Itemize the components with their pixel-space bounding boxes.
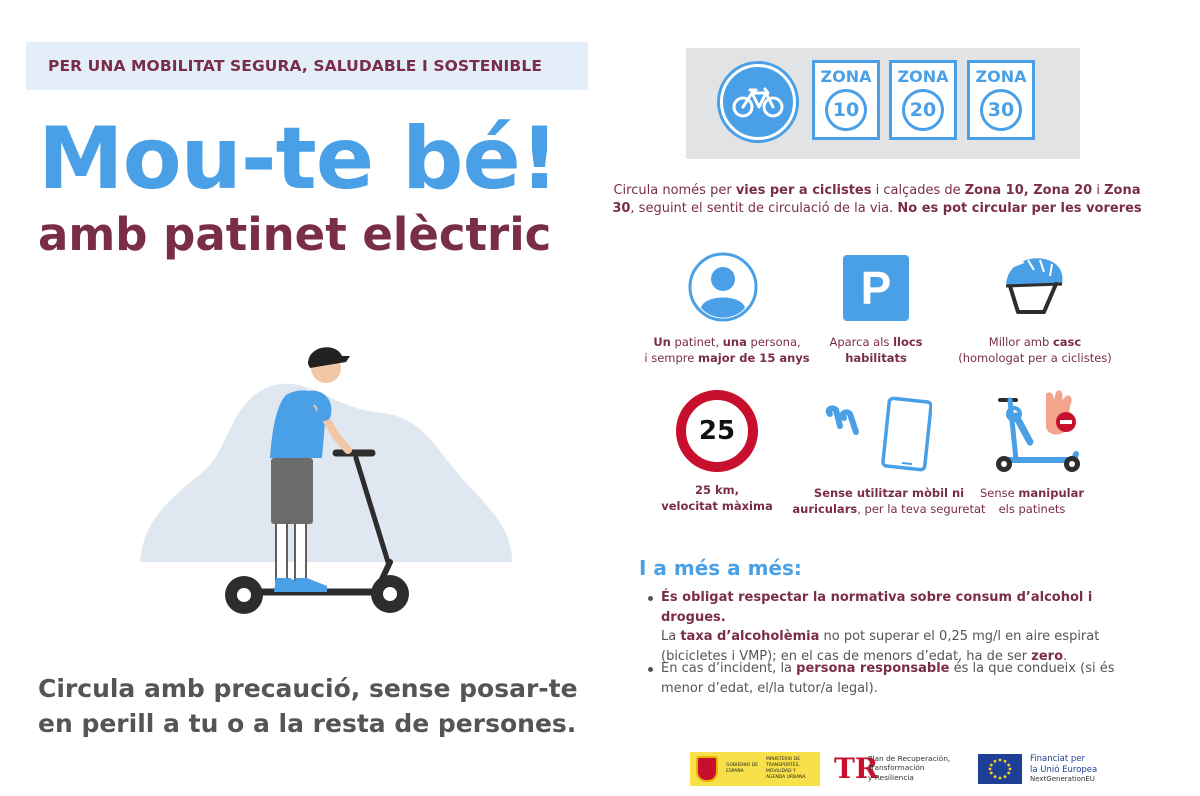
zone-number: 30 <box>980 89 1022 131</box>
gobierno-text: GOBIERNO DE ESPAÑA <box>726 763 759 774</box>
zone-label: ZONA <box>897 67 949 86</box>
bullet-bold: És obligat respectar la normativa sobre consum d’alcohol i drogues. <box>661 590 1093 625</box>
rule-text: i calçades de <box>871 183 965 198</box>
eu-line: la Unió Europea <box>1030 764 1098 775</box>
caption-bold: casc <box>1052 335 1082 349</box>
rule-text: Circula només per <box>613 183 736 198</box>
caption-manipulate <box>932 485 1132 517</box>
page-subtitle: amb patinet elèctric <box>38 208 552 261</box>
prtr-line: y Resiliencia <box>868 772 914 782</box>
caution-message: Circula amb precaució, sense posar-te en perill a tu o a la resta de persones. <box>38 674 578 738</box>
parking-icon <box>843 255 909 321</box>
caption-text: Aparca als <box>829 335 894 349</box>
bullet-text <box>661 659 1148 698</box>
eu-line: NextGenerationEU <box>1030 775 1095 784</box>
bike-lane-sign <box>720 64 796 140</box>
bullet-plain: En cas d’incident, la <box>661 661 797 676</box>
rule-bold: Zona 10, Zona 20 <box>964 183 1093 198</box>
prtr-logo <box>834 750 964 786</box>
tagline-banner <box>26 42 588 90</box>
rule-bold: No es pot circular per les voreres <box>897 201 1142 217</box>
parking-letter: P <box>860 262 892 314</box>
caption-bold: auriculars <box>792 502 858 517</box>
caption-text: persona, <box>746 335 801 349</box>
tr-mark-icon: TR <box>834 751 879 785</box>
eu-logo <box>978 751 1148 787</box>
caption-bold: llocs <box>893 335 923 349</box>
person-icon <box>688 252 758 322</box>
caption-text: Millor amb <box>988 335 1053 349</box>
bullet-plain: La <box>661 629 681 644</box>
caption-text: , per la teva seguretat <box>857 502 986 517</box>
zones-panel <box>686 48 1080 159</box>
speed-limit-sign-icon <box>676 390 758 472</box>
bullet-bold: persona responsable <box>796 661 950 676</box>
speed-limit-number: 25 <box>698 416 736 446</box>
circulation-rule <box>612 182 1142 219</box>
caption-bold: 25 km, <box>694 483 739 497</box>
bullet-text <box>661 588 1148 666</box>
prtr-line: Transformación <box>868 763 925 773</box>
zone-number: 20 <box>902 89 944 131</box>
bullet-icon <box>648 667 653 672</box>
gobierno-espana-logo <box>690 752 820 786</box>
list-item <box>648 659 1148 698</box>
zone-10-sign <box>812 60 880 140</box>
caption-text: els patinets <box>998 502 1066 517</box>
phone-earphones-icon <box>822 396 932 474</box>
ministerio-text: MINISTERIO DE TRANSPORTES, MOVILIDAD Y AGENDA URBANA <box>766 757 806 780</box>
bullet-plain: . <box>1063 648 1068 664</box>
caption-text: Sense <box>979 486 1019 500</box>
caption-text: i sempre <box>644 351 699 366</box>
coat-of-arms-icon <box>696 756 718 782</box>
scooter-rider-illustration <box>140 340 520 630</box>
caption-helmet <box>935 334 1135 366</box>
caption-bold: velocitat màxima <box>661 499 773 514</box>
zone-label: ZONA <box>975 67 1027 86</box>
caption-bold: Un <box>653 335 671 349</box>
rule-text: , seguint el sentit de circulació de la via. <box>630 201 898 217</box>
zone-label: ZONA <box>820 67 872 86</box>
caption-text: (homologat per a ciclistes) <box>958 351 1112 366</box>
bullet-bold: taxa d’alcoholèmia <box>680 629 820 644</box>
caption-bold: Sense utilitzar mòbil ni <box>813 486 965 500</box>
rule-bold: vies per a ciclistes <box>735 183 872 198</box>
bullet-plain: no pot superar el 0,25 mg/l en aire espirat (bicicletes i VMP); en el cas de menors d’edat, ha de ser <box>661 629 1100 664</box>
caption-bold: habilitats <box>845 351 907 366</box>
caption-bold: major de 15 anys <box>698 351 810 366</box>
zone-30-sign <box>967 60 1035 140</box>
bicycle-icon <box>732 85 784 119</box>
bullet-plain: és la que condueix (si és menor d’edat, el/la tutor/a legal). <box>661 661 1115 696</box>
manipulation-icon <box>990 388 1086 476</box>
tagline-text: PER UNA MOBILITAT SEGURA, SALUDABLE I SOSTENIBLE <box>48 57 543 75</box>
bullet-icon <box>648 596 653 601</box>
zone-number: 10 <box>825 89 867 131</box>
caption-bold: manipular <box>1018 486 1085 500</box>
caption-text: patinet, <box>670 335 723 349</box>
rule-text: i <box>1092 183 1105 198</box>
eu-line: Financiat per <box>1030 754 1086 764</box>
page-title: Mou-te bé! <box>38 109 559 209</box>
eu-flag-icon <box>978 754 1022 784</box>
prtr-line: Plan de Recuperación, <box>868 753 951 763</box>
list-item <box>648 588 1148 666</box>
bullet-bold: zero <box>1031 648 1064 664</box>
caption-bold: una <box>722 335 747 349</box>
rule-bold: Zona 30 <box>612 183 1141 217</box>
more-info-heading: I a més a més: <box>639 556 802 580</box>
zone-20-sign <box>889 60 957 140</box>
helmet-icon <box>1000 252 1066 318</box>
